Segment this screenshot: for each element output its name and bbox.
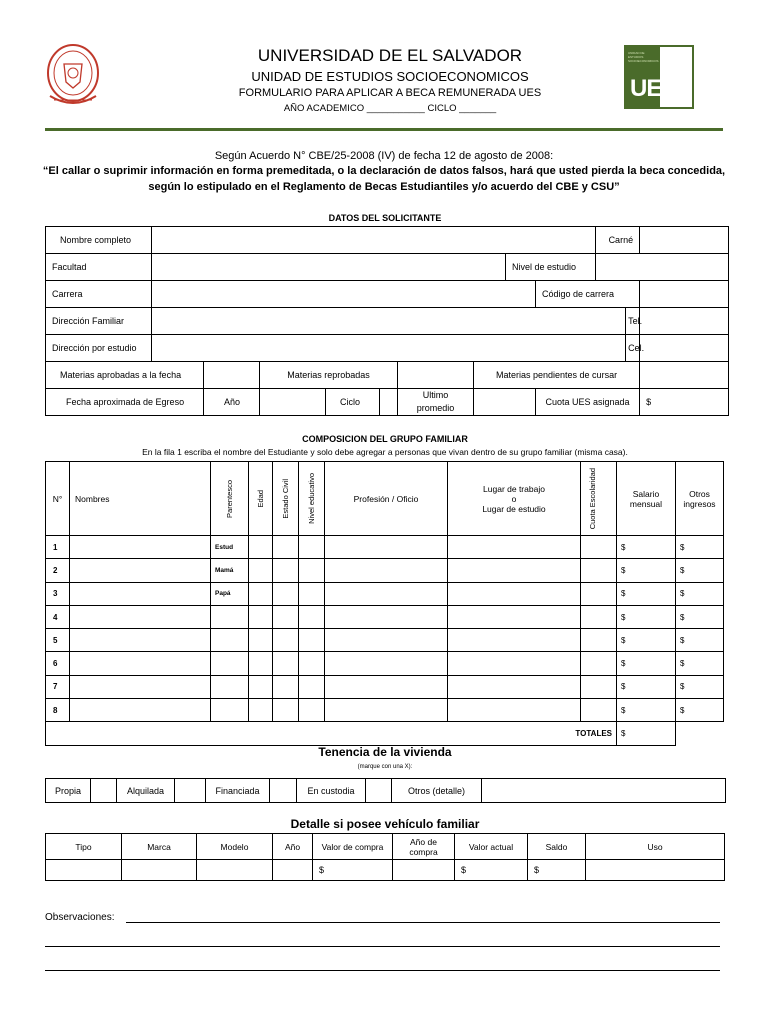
carne-field[interactable] xyxy=(640,227,729,254)
total-salario[interactable]: $ xyxy=(617,722,676,745)
row-nombre[interactable] xyxy=(70,629,211,652)
label-cel: Cel. xyxy=(626,335,640,362)
row-edad[interactable] xyxy=(249,605,273,628)
label-nivel: Nivel de estudio xyxy=(506,254,596,281)
observations-line-3[interactable] xyxy=(45,970,720,971)
label-tel: Tel. xyxy=(626,308,640,335)
col-cuota: Cuota Escolaridad xyxy=(581,462,617,536)
promedio-field[interactable] xyxy=(474,389,536,416)
vehicle-col-header: Tipo xyxy=(46,834,122,860)
tel-field[interactable] xyxy=(640,308,729,335)
row-number: 6 xyxy=(46,652,70,675)
family-table xyxy=(45,461,724,746)
row-parentesco[interactable] xyxy=(211,652,249,675)
col-salario: Salario mensual xyxy=(617,462,676,536)
row-salario[interactable]: $ xyxy=(617,675,676,698)
row-edad[interactable] xyxy=(249,699,273,722)
row-nivel[interactable] xyxy=(299,675,325,698)
vehicle-col-header: Uso xyxy=(586,834,725,860)
housing-subtitle: (marque con una X): xyxy=(357,764,413,770)
cuota-field[interactable]: $ xyxy=(640,389,729,416)
warning-line-2: según lo estipulado en el Reglamento de Becas Estudiantiles y/o acuerdo del CBE y CSU” xyxy=(148,181,620,193)
col-profesion: Profesión / Oficio xyxy=(325,462,448,536)
row-nivel[interactable] xyxy=(299,605,325,628)
label-cuota: Cuota UES asignada xyxy=(536,389,640,416)
row-parentesco[interactable] xyxy=(211,675,249,698)
vehicle-col-header: Año de compra xyxy=(393,834,455,860)
row-nivel[interactable] xyxy=(299,652,325,675)
row-nivel[interactable] xyxy=(299,559,325,582)
vehicle-col-header: Modelo xyxy=(197,834,273,860)
row-otros[interactable]: $ xyxy=(676,699,724,722)
housing-option-checkbox[interactable] xyxy=(482,779,726,803)
university-seal-logo xyxy=(44,40,102,110)
totals-label: TOTALES xyxy=(46,722,617,745)
row-profesion[interactable] xyxy=(325,675,448,698)
row-cuota[interactable] xyxy=(581,652,617,675)
housing-option-checkbox[interactable] xyxy=(175,779,206,803)
vehiculo-uso[interactable] xyxy=(586,860,725,881)
row-salario[interactable]: $ xyxy=(617,652,676,675)
row-profesion[interactable] xyxy=(325,699,448,722)
housing-table xyxy=(45,778,726,803)
row-number: 3 xyxy=(46,582,70,605)
family-section-title: COMPOSICION DEL GRUPO FAMILIAR xyxy=(302,434,468,444)
ues-logo-text: UES xyxy=(630,75,677,102)
label-direccion-familiar: Dirección Familiar xyxy=(46,308,152,335)
vehicle-col-header: Año xyxy=(273,834,313,860)
row-estado-civil[interactable] xyxy=(273,582,299,605)
label-carrera: Carrera xyxy=(46,281,152,308)
row-number: 7 xyxy=(46,675,70,698)
row-otros[interactable]: $ xyxy=(676,605,724,628)
facultad-field[interactable] xyxy=(152,254,506,281)
row-parentesco[interactable]: Papá xyxy=(211,582,249,605)
row-nombre[interactable] xyxy=(70,582,211,605)
row-estado-civil[interactable] xyxy=(273,559,299,582)
housing-option-label: Financiada xyxy=(206,779,270,803)
row-profesion[interactable] xyxy=(325,559,448,582)
vehicle-col-header: Valor de compra xyxy=(313,834,393,860)
col-otros: Otros ingresos xyxy=(676,462,724,536)
row-lugar[interactable] xyxy=(448,675,581,698)
row-salario[interactable]: $ xyxy=(617,536,676,559)
row-profesion[interactable] xyxy=(325,536,448,559)
row-nivel[interactable] xyxy=(299,629,325,652)
direccion-estudio-field[interactable] xyxy=(152,335,626,362)
housing-option-label: En custodia xyxy=(297,779,366,803)
row-parentesco[interactable]: Estud xyxy=(211,536,249,559)
col-lugar: Lugar de trabajo o Lugar de estudio xyxy=(448,462,581,536)
row-cuota[interactable] xyxy=(581,536,617,559)
ciclo-field[interactable] xyxy=(380,389,398,416)
row-nombre[interactable] xyxy=(70,652,211,675)
codigo-field[interactable] xyxy=(640,281,729,308)
col-nivel-educativo: Nivel educativo xyxy=(299,462,325,536)
row-cuota[interactable] xyxy=(581,629,617,652)
row-lugar[interactable] xyxy=(448,582,581,605)
row-otros[interactable]: $ xyxy=(676,582,724,605)
row-nivel[interactable] xyxy=(299,582,325,605)
row-parentesco[interactable] xyxy=(211,629,249,652)
label-aprobadas: Materias aprobadas a la fecha xyxy=(46,362,204,389)
row-number: 1 xyxy=(46,536,70,559)
label-pendientes: Materias pendientes de cursar xyxy=(474,362,640,389)
anio-field[interactable] xyxy=(260,389,326,416)
row-cuota[interactable] xyxy=(581,675,617,698)
direccion-familiar-field[interactable] xyxy=(152,308,626,335)
row-number: 2 xyxy=(46,559,70,582)
table-row xyxy=(46,559,724,582)
row-lugar[interactable] xyxy=(448,559,581,582)
row-lugar[interactable] xyxy=(448,536,581,559)
housing-option-label: Alquilada xyxy=(117,779,175,803)
label-nombre: Nombre completo xyxy=(46,227,152,254)
row-estado-civil[interactable] xyxy=(273,605,299,628)
row-otros[interactable]: $ xyxy=(676,559,724,582)
table-row xyxy=(46,652,724,675)
row-edad[interactable] xyxy=(249,629,273,652)
row-profesion[interactable] xyxy=(325,605,448,628)
row-edad[interactable] xyxy=(249,652,273,675)
aprobadas-field[interactable] xyxy=(204,362,260,389)
table-row xyxy=(46,605,724,628)
row-estado-civil[interactable] xyxy=(273,629,299,652)
label-reprobadas: Materias reprobadas xyxy=(260,362,398,389)
row-number: 8 xyxy=(46,699,70,722)
vehiculo-saldo[interactable]: $ xyxy=(528,860,586,881)
university-name: UNIVERSIDAD DE EL SALVADOR xyxy=(257,46,523,65)
row-profesion[interactable] xyxy=(325,629,448,652)
label-ciclo: Ciclo xyxy=(326,389,380,416)
housing-title: Tenencia de la vivienda xyxy=(318,745,452,759)
ues-logo-caption: UNIDAD DE ESTUDIOS SOCIOECONOMICOS xyxy=(628,51,659,63)
table-row xyxy=(46,699,724,722)
row-nombre[interactable] xyxy=(70,675,211,698)
label-carne: Carné xyxy=(596,227,640,254)
housing-option-checkbox[interactable] xyxy=(91,779,117,803)
vehicle-col-header: Valor actual xyxy=(455,834,528,860)
row-estado-civil[interactable] xyxy=(273,675,299,698)
row-salario[interactable]: $ xyxy=(617,699,676,722)
row-estado-civil[interactable] xyxy=(273,536,299,559)
carrera-field[interactable] xyxy=(152,281,536,308)
vehiculo-modelo[interactable] xyxy=(197,860,273,881)
nombre-field[interactable] xyxy=(152,227,596,254)
row-nivel[interactable] xyxy=(299,536,325,559)
row-cuota[interactable] xyxy=(581,605,617,628)
row-lugar[interactable] xyxy=(448,699,581,722)
vehicle-table xyxy=(45,833,725,881)
row-lugar[interactable] xyxy=(448,629,581,652)
row-nivel[interactable] xyxy=(299,699,325,722)
vehiculo-tipo[interactable] xyxy=(46,860,122,881)
vehiculo-anio[interactable] xyxy=(273,860,313,881)
label-codigo: Código de carrera xyxy=(536,281,640,308)
row-salario[interactable]: $ xyxy=(617,559,676,582)
cel-field[interactable] xyxy=(640,335,729,362)
label-facultad: Facultad xyxy=(46,254,152,281)
col-nombres: Nombres xyxy=(70,462,211,536)
observations-line-2[interactable] xyxy=(45,946,720,947)
row-nombre[interactable] xyxy=(70,699,211,722)
row-otros[interactable]: $ xyxy=(676,652,724,675)
form-title: FORMULARIO PARA APLICAR A BECA REMUNERADA UES xyxy=(238,87,542,99)
housing-option-label: Otros (detalle) xyxy=(392,779,482,803)
row-nombre[interactable] xyxy=(70,605,211,628)
agreement-reference: Según Acuerdo N° CBE/25-2008 (IV) de fecha 12 de agosto de 2008: xyxy=(214,150,554,162)
row-salario[interactable]: $ xyxy=(617,605,676,628)
row-nombre[interactable] xyxy=(70,559,211,582)
table-row xyxy=(46,582,724,605)
label-anio: Año xyxy=(204,389,260,416)
row-otros[interactable]: $ xyxy=(676,536,724,559)
vehiculo-valor-actual[interactable]: $ xyxy=(455,860,528,881)
nivel-field[interactable] xyxy=(596,254,729,281)
row-edad[interactable] xyxy=(249,582,273,605)
row-cuota[interactable] xyxy=(581,699,617,722)
row-salario[interactable]: $ xyxy=(617,582,676,605)
row-otros[interactable]: $ xyxy=(676,675,724,698)
row-estado-civil[interactable] xyxy=(273,652,299,675)
ues-logo xyxy=(624,45,694,109)
col-edad: Edad xyxy=(249,462,273,536)
table-row xyxy=(46,675,724,698)
housing-option-checkbox[interactable] xyxy=(366,779,392,803)
vehicle-col-header: Saldo xyxy=(528,834,586,860)
vehicle-col-header: Marca xyxy=(122,834,197,860)
total-otros[interactable] xyxy=(676,722,724,745)
row-profesion[interactable] xyxy=(325,652,448,675)
header-divider xyxy=(45,128,723,131)
row-lugar[interactable] xyxy=(448,652,581,675)
vehicle-title: Detalle si posee vehículo familiar xyxy=(290,817,480,831)
housing-option-checkbox[interactable] xyxy=(270,779,297,803)
row-salario[interactable]: $ xyxy=(617,629,676,652)
row-edad[interactable] xyxy=(249,559,273,582)
row-number: 5 xyxy=(46,629,70,652)
applicant-table xyxy=(45,226,729,416)
vehiculo-marca[interactable] xyxy=(122,860,197,881)
reprobadas-field[interactable] xyxy=(398,362,474,389)
row-edad[interactable] xyxy=(249,675,273,698)
row-edad[interactable] xyxy=(249,536,273,559)
row-profesion[interactable] xyxy=(325,582,448,605)
col-num: N° xyxy=(46,462,70,536)
row-parentesco[interactable] xyxy=(211,605,249,628)
warning-line-1: “El callar o suprimir información en forma premeditada, o la declaración de datos falsos, hará que usted pierda la beca concedida, xyxy=(42,165,726,177)
row-parentesco[interactable]: Mamá xyxy=(211,559,249,582)
row-otros[interactable]: $ xyxy=(676,629,724,652)
pendientes-field[interactable] xyxy=(640,362,729,389)
observations-label: Observaciones: xyxy=(45,912,115,923)
col-parentesco: Parentesco xyxy=(211,462,249,536)
row-parentesco[interactable] xyxy=(211,699,249,722)
row-cuota[interactable] xyxy=(581,582,617,605)
housing-option-label: Propia xyxy=(46,779,91,803)
row-number: 4 xyxy=(46,605,70,628)
col-estado-civil: Estado Civil xyxy=(273,462,299,536)
vehiculo-anio-compra[interactable] xyxy=(393,860,455,881)
row-cuota[interactable] xyxy=(581,559,617,582)
row-nombre[interactable] xyxy=(70,536,211,559)
vehiculo-valor-compra[interactable]: $ xyxy=(313,860,393,881)
label-ultimo-promedio: Ultimo promedio xyxy=(398,389,474,416)
label-direccion-estudio: Dirección por estudio xyxy=(46,335,152,362)
observations-line-1[interactable] xyxy=(126,922,720,923)
table-row xyxy=(46,536,724,559)
unit-name: UNIDAD DE ESTUDIOS SOCIOECONOMICOS xyxy=(251,69,529,84)
academic-year-cycle: AÑO ACADEMICO ___________ CICLO _______ xyxy=(283,103,497,114)
row-estado-civil[interactable] xyxy=(273,699,299,722)
row-lugar[interactable] xyxy=(448,605,581,628)
label-egreso: Fecha aproximada de Egreso xyxy=(46,389,204,416)
table-row xyxy=(46,629,724,652)
family-instruction: En la fila 1 escriba el nombre del Estudiante y solo debe agregar a personas que vivan dentro de su grupo familiar (misma casa). xyxy=(142,447,628,457)
applicant-section-title: DATOS DEL SOLICITANTE xyxy=(328,213,442,223)
